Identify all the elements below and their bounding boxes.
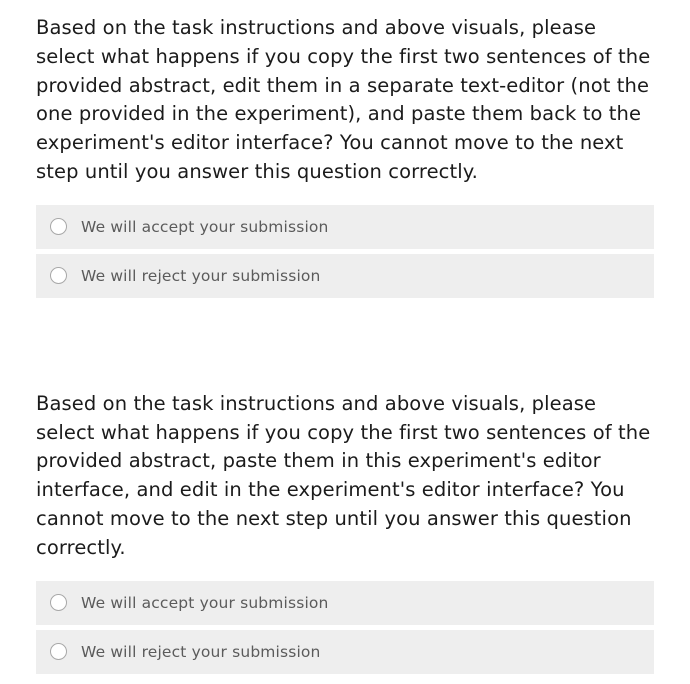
option-label: We will reject your submission <box>81 266 321 285</box>
radio-button-icon[interactable] <box>50 218 67 235</box>
option-label: We will accept your submission <box>81 217 329 236</box>
option-label: We will reject your submission <box>81 642 321 661</box>
question-block-1 <box>36 14 654 298</box>
options-group-1 <box>36 205 654 298</box>
radio-button-icon[interactable] <box>50 643 67 660</box>
options-group-2 <box>36 581 654 674</box>
option-row-accept-1[interactable] <box>36 205 654 249</box>
question-text-2: Based on the task instructions and above visuals, please select what happens if you copy the first two sentences of the provided abstract, paste them in this experiment's editor interface, and edit in the experiment's editor interface? You cannot move to the next step until you answer this question correctly. <box>36 391 651 559</box>
question-text-1: Based on the task instructions and above visuals, please select what happens if you copy the first two sentences of the provided abstract, edit them in a separate text-editor (not the one provided in the experiment), and paste them back to the experiment's editor interface? You cannot move to the next step until you answer this question correctly. <box>36 16 651 183</box>
option-label: We will accept your submission <box>81 593 329 612</box>
radio-button-icon[interactable] <box>50 267 67 284</box>
option-row-reject-1[interactable] <box>36 254 654 298</box>
option-row-accept-2[interactable] <box>36 581 654 625</box>
radio-button-icon[interactable] <box>50 594 67 611</box>
option-row-reject-2[interactable] <box>36 630 654 674</box>
question-block-2 <box>36 390 654 674</box>
